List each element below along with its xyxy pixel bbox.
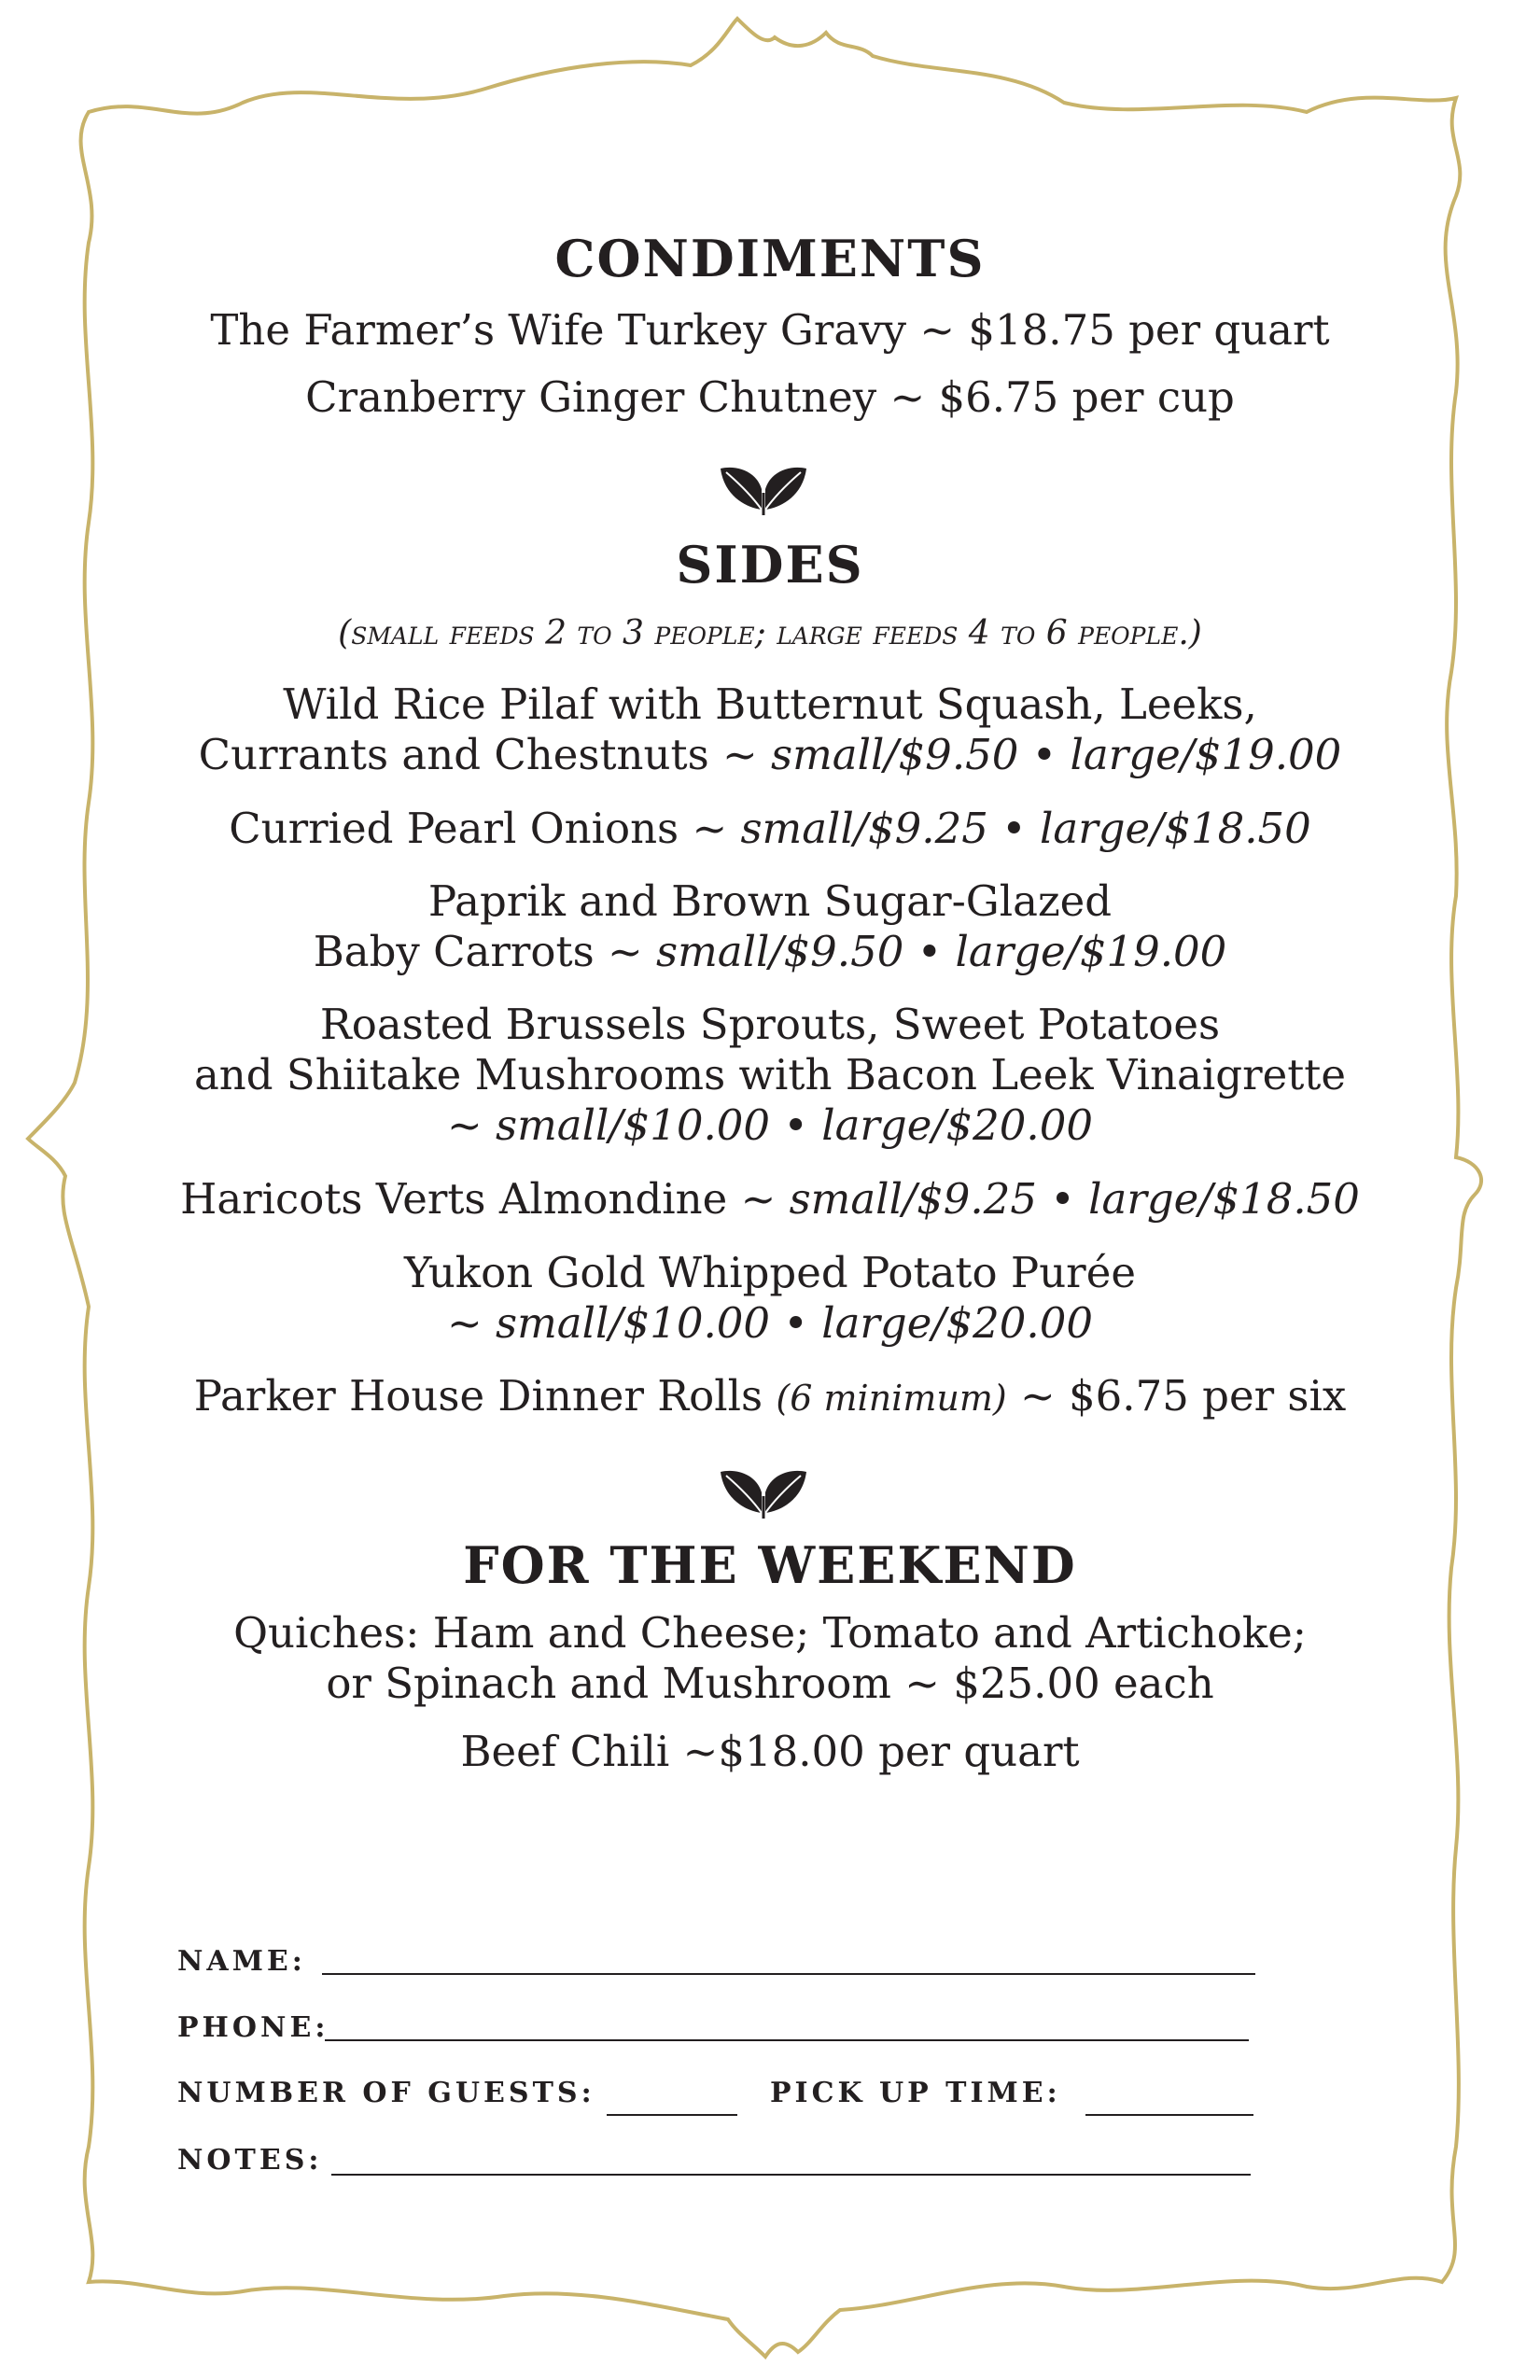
side-item-prices: small/$9.50 • large/$19.00 [771, 730, 1342, 779]
sides-heading: SIDES [676, 535, 864, 595]
side-item-baby-carrots [140, 876, 1400, 977]
side-item-prices: small/$9.25 • large/$18.50 [789, 1174, 1360, 1224]
pickup-time-field[interactable] [1085, 2114, 1253, 2116]
side-item-price: ~ $6.75 per six [1020, 1371, 1347, 1421]
side-item-haricots-verts [140, 1174, 1400, 1225]
notes-label: NOTES: [177, 2144, 323, 2177]
weekend-heading: FOR THE WEEKEND [463, 1535, 1077, 1595]
notes-field[interactable] [331, 2174, 1251, 2176]
side-item-prices: small/$9.25 • large/$18.50 [740, 804, 1311, 853]
side-item-pearl-onions [140, 804, 1400, 854]
side-item-minimum-note: (6 minimum) [776, 1378, 1007, 1419]
side-item-potato-puree [140, 1248, 1400, 1349]
side-item-line: Wild Rice Pilaf with Butternut Squash, Leeks, [283, 679, 1257, 729]
side-item-line: Paprik and Brown Sugar-Glazed [427, 876, 1113, 926]
side-item-line: Baby Carrots ~ [313, 927, 643, 976]
side-item-brussels-sprouts [140, 1000, 1400, 1151]
leaf-pair-icon [719, 1459, 808, 1519]
sides-portion-note: (small feeds 2 to 3 people; large feeds 4 to 6 people.) [338, 614, 1202, 652]
side-item-line: Yukon Gold Whipped Potato Purée [404, 1248, 1136, 1297]
condiments-heading: CONDIMENTS [554, 229, 986, 288]
condiment-item: Cranberry Ginger Chutney ~ $6.75 per cup [305, 372, 1235, 422]
side-item-line: Currants and Chestnuts ~ [198, 730, 758, 779]
side-item-dinner-rolls [140, 1371, 1400, 1423]
weekend-item: Quiches: Ham and Cheese; Tomato and Artichoke; [233, 1608, 1307, 1658]
pickup-time-label: PICK UP TIME: [770, 2077, 1061, 2109]
weekend-item: Beef Chili ~$18.00 per quart [460, 1727, 1080, 1776]
leaf-pair-icon [719, 455, 808, 515]
side-item-prices: small/$10.00 • large/$20.00 [496, 1298, 1093, 1348]
side-item-line: ~ [447, 1100, 483, 1150]
side-item-prices: small/$10.00 • large/$20.00 [496, 1100, 1093, 1150]
side-item-line: and Shiitake Mushrooms with Bacon Leek Vinaigrette [193, 1050, 1347, 1099]
name-field[interactable] [322, 1973, 1255, 1975]
side-item-line: Curried Pearl Onions ~ [229, 804, 728, 853]
weekend-item: or Spinach and Mushroom ~ $25.00 each [326, 1659, 1214, 1708]
side-item-line: Roasted Brussels Sprouts, Sweet Potatoes [319, 1000, 1221, 1049]
name-label: NAME: [177, 1945, 306, 1978]
phone-label: PHONE: [177, 2011, 329, 2044]
side-item-prices: small/$9.50 • large/$19.00 [656, 927, 1227, 976]
phone-field[interactable] [325, 2039, 1249, 2041]
guests-field[interactable] [607, 2114, 737, 2116]
guests-label: NUMBER OF GUESTS: [177, 2077, 595, 2109]
side-item-line: Haricots Verts Almondine ~ [180, 1174, 777, 1224]
side-item-line: Parker House Dinner Rolls [193, 1371, 763, 1421]
side-item-line: ~ [447, 1298, 483, 1348]
condiment-item: The Farmer’s Wife Turkey Gravy ~ $18.75 per quart [210, 305, 1330, 355]
side-item-wild-rice [140, 679, 1400, 780]
